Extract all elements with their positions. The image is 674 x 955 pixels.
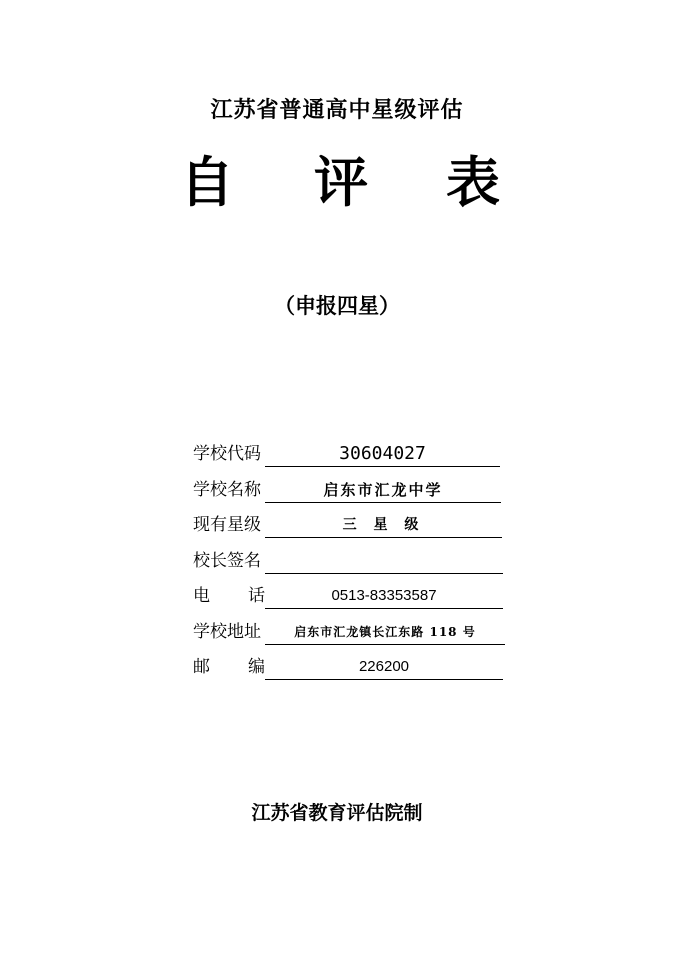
- school-code-label: 学校代码: [193, 444, 261, 464]
- school-info-form: [193, 440, 513, 689]
- title-char-2: 评: [314, 150, 368, 214]
- issuer-footer: 江苏省教育评估院制: [251, 802, 423, 824]
- principal-signature-field: [265, 547, 503, 574]
- school-name-label: 学校名称: [193, 479, 261, 500]
- phone-label: [193, 582, 265, 610]
- postal-code-label: [193, 653, 265, 681]
- school-name-field: 启东市汇龙中学: [265, 476, 501, 503]
- postal-code-field: 226200: [265, 653, 503, 680]
- document-title: [180, 150, 510, 214]
- postal-label-char-2: 编: [248, 657, 265, 677]
- principal-signature-label: 校长签名: [193, 550, 261, 571]
- form-row-address: [193, 618, 513, 654]
- application-level-note: （申报四星）: [274, 293, 400, 318]
- address-label: 学校地址: [193, 621, 261, 642]
- address-field: 启东市汇龙镇长江东路 118 号: [265, 618, 505, 645]
- current-star-field: 三 星 级: [265, 511, 502, 538]
- form-row-current-star: [193, 511, 513, 547]
- current-star-label: 现有星级: [193, 515, 261, 535]
- document-subtitle: 江苏省普通高中星级评估: [210, 97, 464, 123]
- form-row-postal-code: [193, 653, 513, 689]
- form-row-principal-signature: [193, 547, 513, 583]
- title-char-1: 自: [180, 150, 234, 214]
- title-char-3: 表: [446, 150, 500, 214]
- postal-label-char-1: 邮: [193, 657, 210, 677]
- phone-field: 0513-83353587: [265, 582, 503, 609]
- form-row-school-code: [193, 440, 513, 476]
- phone-label-char-1: 电: [193, 586, 210, 606]
- phone-label-char-2: 话: [248, 586, 265, 606]
- form-row-school-name: [193, 476, 513, 512]
- school-code-field: 30604027: [265, 440, 500, 467]
- form-row-phone: [193, 582, 513, 618]
